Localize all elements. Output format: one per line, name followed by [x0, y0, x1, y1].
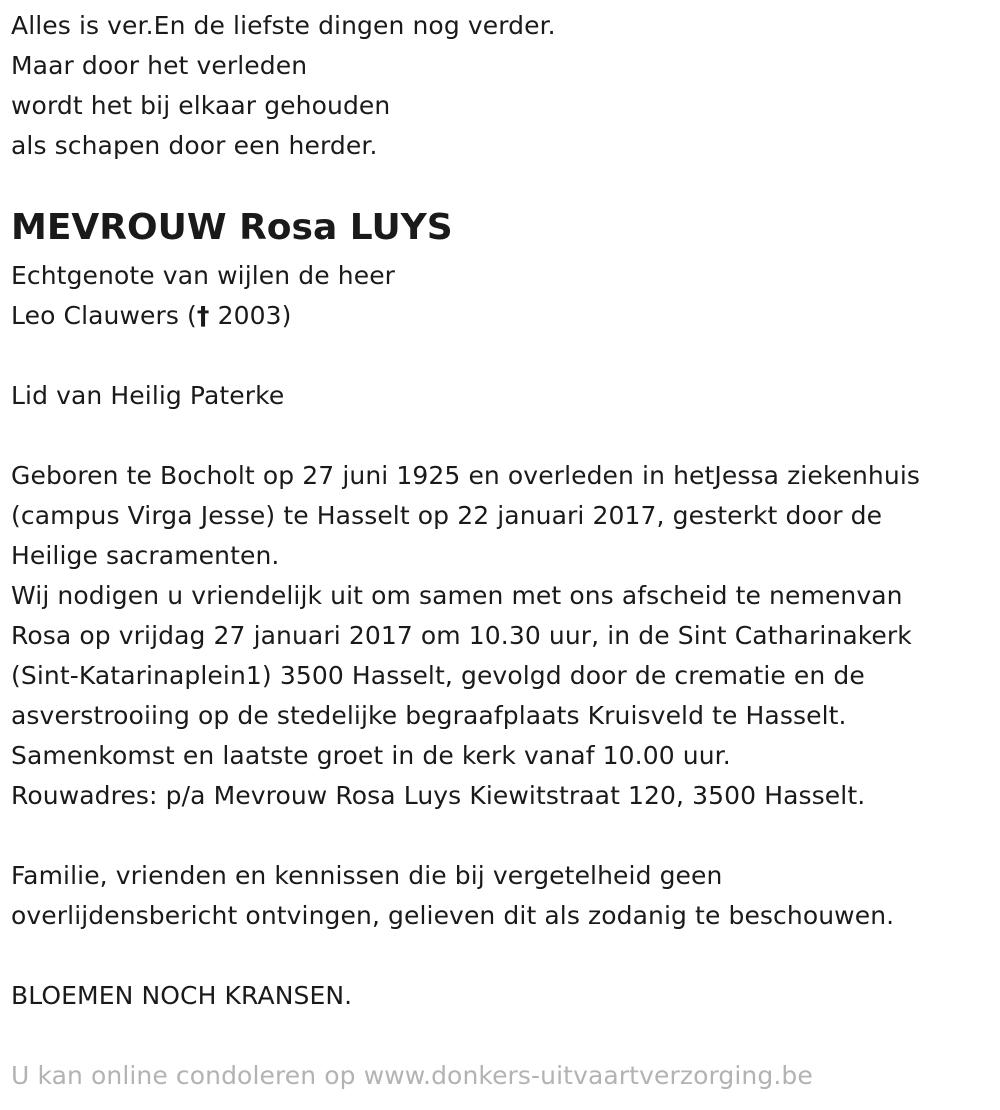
body-line: (Sint-Katarinaplein1) 3500 Hasselt, gevolgd door de crematie en de [11, 661, 865, 690]
spacer [11, 1016, 986, 1056]
cross-icon: † [196, 301, 210, 330]
flowers-notice: BLOEMEN NOCH KRANSEN. [11, 981, 353, 1010]
spacer [11, 816, 986, 856]
poem-line: Maar door het verleden [11, 51, 308, 80]
notice-line: overlijdensbericht ontvingen, gelieven dit als zodanig te beschouwen. [11, 901, 895, 930]
spacer [11, 336, 986, 376]
poem-line: Alles is ver.En de liefste dingen nog verder. [11, 11, 556, 40]
body-line: asverstrooiing op de stedelijke begraafplaats Kruisveld te Hasselt. [11, 701, 847, 730]
spouse-name: Leo Clauwers ( [11, 301, 197, 330]
body-line: Geboren te Bocholt op 27 juni 1925 en overleden in hetJessa ziekenhuis [11, 461, 920, 490]
spouse-name-line [11, 296, 986, 336]
notice-line: Familie, vrienden en kennissen die bij vergetelheid geen [11, 861, 723, 890]
body-line: Rouwadres: p/a Mevrouw Rosa Luys Kiewitstraat 120, 3500 Hasselt. [11, 781, 866, 810]
main-text [11, 456, 986, 816]
body-line: Rosa op vrijdag 27 januari 2017 om 10.30 uur, in de Sint Catharinakerk [11, 621, 912, 650]
membership: Lid van Heilig Paterke [11, 381, 285, 410]
deceased-name: MEVROUW Rosa LUYS [11, 207, 453, 248]
spacer [11, 416, 986, 456]
body-line: Wij nodigen u vriendelijk uit om samen met ons afscheid te nemenvan [11, 581, 903, 610]
body-line: Samenkomst en laatste groet in de kerk vanaf 10.00 uur. [11, 741, 731, 770]
spacer [11, 936, 986, 976]
obituary-notice [11, 6, 986, 1096]
poem-line: als schapen door een herder. [11, 131, 378, 160]
poem [11, 6, 986, 166]
body-line: Heilige sacramenten. [11, 541, 280, 570]
spouse-line: Echtgenote van wijlen de heer [11, 261, 396, 290]
family-notice [11, 856, 986, 936]
body-line: (campus Virga Jesse) te Hasselt op 22 januari 2017, gesterkt door de [11, 501, 883, 530]
condolence-footer: U kan online condoleren op www.donkers-uitvaartverzorging.be [11, 1061, 813, 1090]
spouse-death-year: 2003) [209, 301, 292, 330]
poem-line: wordt het bij elkaar gehouden [11, 91, 391, 120]
